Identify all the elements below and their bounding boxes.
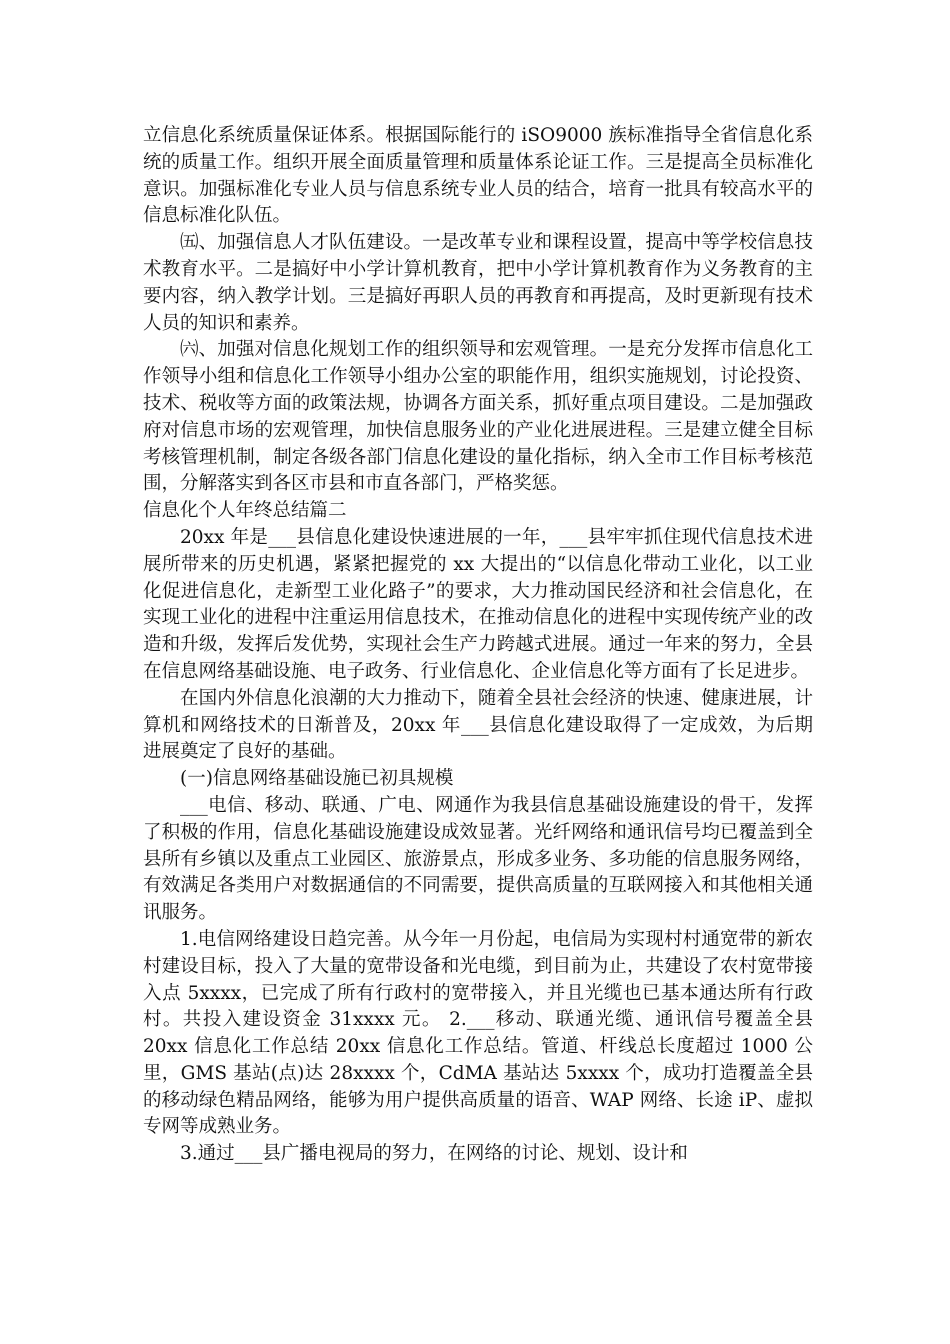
paragraph-achievements: 在国内外信息化浪潮的大力推动下，随着全县社会经济的快速、健康进展，计算机和网络技术的日渐普及，20xx 年___县信息化建设取得了一定成效，为后期进展奠定了良好的基础。 [143, 687, 813, 763]
paragraph-planning-management: ㈥、加强对信息化规划工作的组织领导和宏观管理。一是充分发挥市信息化工作领导小组和信息化工作领导小组办公室的职能作用，组织实施规划，讨论投资、技术、税收等方面的政策法规，协调各方面关系，抓好重点项目建设。二是加强政府对信息市场的宏观管理，加快信息服务业的产业化进展进程。三是建立健全目标考核管理机制，制定各级各部门信息化建设的量化指标，纳入全市工作目标考核范围，分解落实到各区市县和市直各部门，严格奖惩。 [143, 339, 813, 495]
paragraph-quality-system: 立信息化系统质量保证体系。根据国际能行的 iSO9000 族标准指导全省信息化系统的质量工作。组织开展全面质量管理和质量体系论证工作。三是提高全员标准化意识。加强标准化专业人员与信息系统专业人员的结合，培育一批具有较高水平的信息标准化队伍。 [143, 125, 813, 227]
paragraph-broadcast: 3.通过___县广播电视局的努力，在网络的讨论、规划、设计和 [180, 1143, 688, 1165]
paragraph-year-overview: 20xx 年是___县信息化建设快速进展的一年，___县牢牢抓住现代信息技术进展所带来的历史机遇，紧紧把握党的 xx 大提出的“以信息化带动工业化，以工业化促进信息化，走新型工业化路子”的要求，大力推动国民经济和社会信息化，在实现工业化的进程中注重运用信息技术，在推动信息化的进程中实现传统产业的改造和升级，发挥后发优势，实现社会生产力跨越式进展。通过一年来的努力，全县在信息网络基础设施、电子政务、行业信息化、企业信息化等方面有了长足进步。 [143, 526, 813, 682]
subheading-infrastructure: (一)信息网络基础设施已初具规模 [180, 768, 454, 790]
section-heading: 信息化个人年终总结篇二 [143, 500, 347, 522]
paragraph-telecom-network: 1.电信网络建设日趋完善。从今年一月份起，电信局为实现村村通宽带的新农村建设目标，投入了大量的宽带设备和光电缆，到目前为止，共建设了农村宽带接入点 5xxxx，已完成了所有行政村的宽带接入，并且光缆也已基本通达所有行政村。共投入建设资金 31xxxx 元。 2.___移动、联通光缆、通讯信号覆盖全县 20xx 信息化工作总结 20xx 信息化工作总结。管道、杆线总长度超过 1000 公里，GMS 基站(点)达 28xxxx 个，CdMA 基站达 5xxxx 个，成功打造覆盖全县的移动绿色精品网络，能够为用户提供高质量的语音、WAP 网络、长途 iP、虚拟专网等成熟业务。 [143, 928, 813, 1138]
paragraph-talent-team: ㈤、加强信息人才队伍建设。一是改革专业和课程设置，提高中等学校信息技术教育水平。二是搞好中小学计算机教育，把中小学计算机教育作为义务教育的主要内容，纳入教学计划。三是搞好再职人员的再教育和再提高，及时更新现有技术人员的知识和素养。 [143, 232, 813, 334]
document-page [143, 123, 813, 1168]
paragraph-carriers: ___电信、移动、联通、广电、网通作为我县信息基础设施建设的骨干，发挥了积极的作用，信息化基础设施建设成效显著。光纤网络和通讯信号均已覆盖到全县所有乡镇以及重点工业园区、旅游景点，形成多业务、多功能的信息服务网络，有效满足各类用户对数据通信的不同需要，提供高质量的互联网接入和其他相关通讯服务。 [143, 794, 813, 924]
